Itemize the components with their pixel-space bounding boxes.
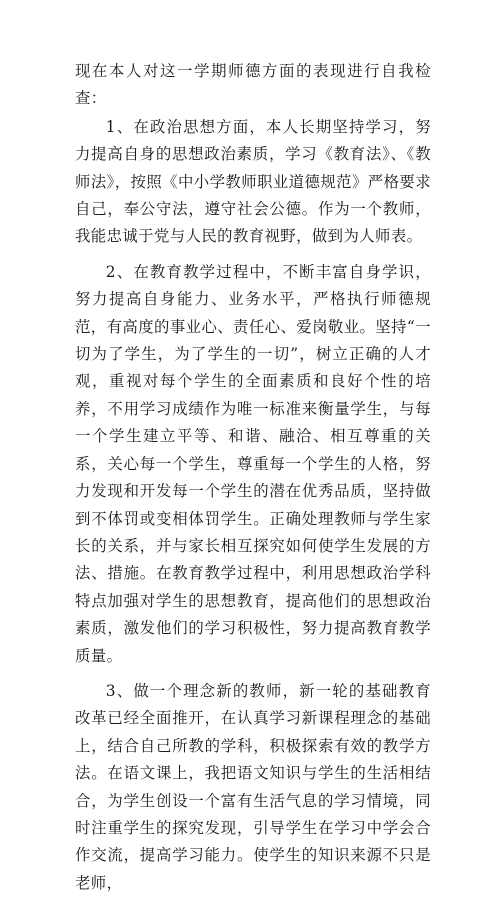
paragraph-new-concept-teacher: 3、做一个理念新的教师，新一轮的基础教育改革已经全面推开，在认真学习新课程理念的基础上，结合自己所教的学科，积极探索有效的教学方法。在语文课上，我把语文知识与学生的生活相结合，为学生创设一个富有生活气息的学习情境，同时注重学生的探究发现，引导学生在学习中学会合作交流，提高学习能力。使学生的知识来源不只是老师， [75, 681, 431, 892]
paragraph-teaching-process: 2、在教育教学过程中，不断丰富自身学识，努力提高自身能力、业务水平，严格执行师德规范，有高度的事业心、责任心、爱岗敬业。坚持“一切为了学生，为了学生的一切”，树立正确的人才观，重视对每个学生的全面素质和良好个性的培养，不用学习成绩作为唯一标准来衡量学生，与每一个学生建立平等、和谐、融洽、相互尊重的关系，关心每一个学生，尊重每一个学生的人格，努力发现和开发每一个学生的潜在优秀品质，坚持做到不体罚或变相体罚学生。正确处理教师与学生家长的关系，并与家长相互探究如何使学生发展的方法、措施。在教育教学过程中，利用思想政治学科特点加强对学生的思想教育，提高他们的思想政治素质，激发他们的学习积极性，努力提高教育教学质量。 [75, 262, 431, 665]
document-page [75, 58, 431, 905]
paragraph-political-thought: 1、在政治思想方面，本人长期坚持学习，努力提高自身的思想政治素质，学习《教育法》、《教师法》，按照《中小学教师职业道德规范》严格要求自己，奉公守法，遵守社会公德。作为一个教师，我能忠诚于党与人民的教育视野，做到为人师表。 [75, 117, 431, 246]
intro-paragraph: 现在本人对这一学期师德方面的表现进行自我检查： [75, 62, 431, 108]
